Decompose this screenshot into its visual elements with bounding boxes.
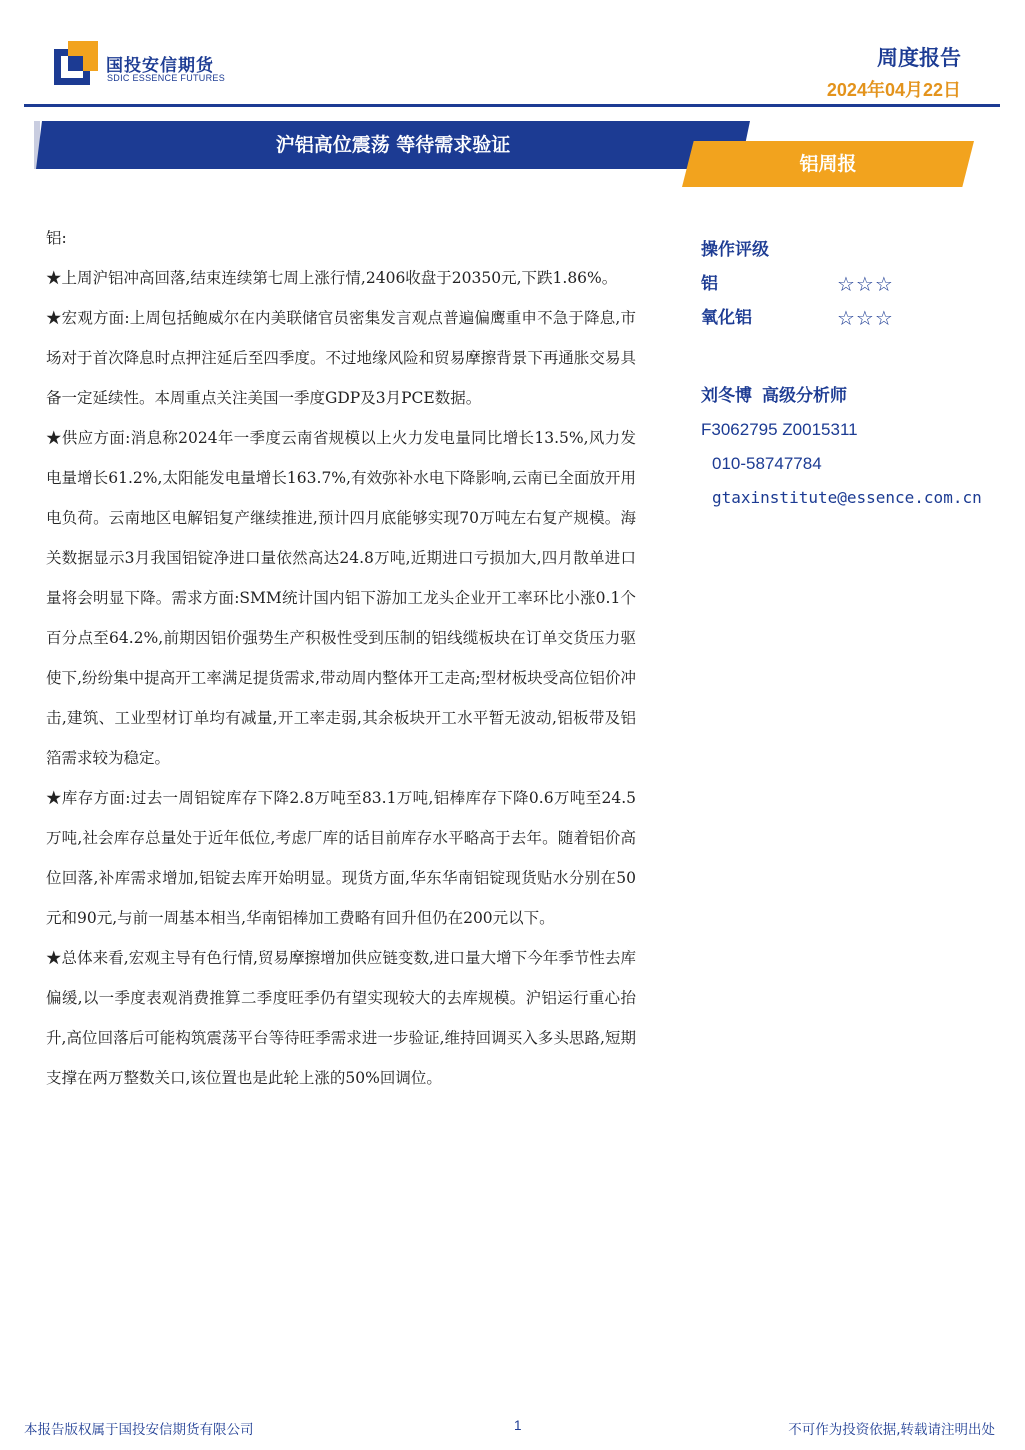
footer-copyright: 本报告版权属于国投安信期货有限公司 <box>24 1422 254 1438</box>
rating-name: 氧化铝 <box>701 308 752 328</box>
analyst <box>701 379 1025 413</box>
category-tag: 铝周报 <box>799 153 857 175</box>
company-logo <box>54 41 254 87</box>
page-number: 1 <box>514 1418 522 1433</box>
analyst-name: 刘冬博 <box>701 386 752 406</box>
rating-row-alumina <box>701 301 1025 335</box>
paragraph-conclusion: ★总体来看,宏观主导有色行情,贸易摩擦增加供应链变数,进口量大增下今年季节性去库偏缓,以一季度表观消费推算二季度旺季仍有望实现较大的去库规模。沪铝运行重心抬升,高位回落后可能构筑震荡平台等待旺季需求进一步验证,维持回调买入多头思路,短期支撑在两万整数关口,该位置也是此轮上涨的50%回调位。 <box>46 949 636 1087</box>
analyst-certificate: F3062795 Z0015311 <box>701 420 858 439</box>
analyst-title: 高级分析师 <box>762 386 847 406</box>
report-type: 周度报告 <box>877 46 961 70</box>
rating-title: 操作评级 <box>701 240 769 260</box>
logo-mark-icon <box>54 41 98 85</box>
rating-row-aluminum <box>701 267 1025 301</box>
section-label: 铝: <box>46 229 67 247</box>
rating-stars-icon: ☆☆☆ <box>837 306 894 330</box>
analyst-email[interactable]: gtaxinstitute@essence.com.cn <box>712 488 982 507</box>
analyst-phone: 010-58747784 <box>712 454 822 473</box>
footer-disclaimer: 不可作为投资依据,转载请注明出处 <box>788 1422 995 1438</box>
report-body <box>46 218 636 1098</box>
logo-text-en: SDIC ESSENCE FUTURES <box>107 73 226 83</box>
paragraph-supply-demand: ★供应方面:消息称2024年一季度云南省规模以上火力发电量同比增长13.5%,风力发电量增长61.2%,太阳能发电量增长163.7%,有效弥补水电下降影响,云南已全面放开用电负荷。云南地区电解铝复产继续推进,预计四月底能够实现70万吨左右复产规模。海关数据显示3月我国铝锭净进口量依然高达24.8万吨,近期进口亏损加大,四月散单进口量将会明显下降。需求方面:SMM统计国内铝下游加工龙头企业开工率环比小涨0.1个百分点至64.2%,前期因铝价强势生产积极性受到压制的铝线缆板块在订单交货压力驱使下,纷纷集中提高开工率满足提货需求,带动周内整体开工走高;型材板块受高位铝价冲击,建筑、工业型材订单均有减量,开工率走弱,其余板块开工水平暂无波动,铝板带及铝箔需求较为稳定。 <box>46 429 636 767</box>
rating-stars-icon: ☆☆☆ <box>837 272 894 296</box>
paragraph-weekly-summary: ★上周沪铝冲高回落,结束连续第七周上涨行情,2406收盘于20350元,下跌1.86%。 <box>46 269 618 287</box>
sidebar <box>701 233 1025 515</box>
report-date: 2024年04月22日 <box>826 80 961 100</box>
header-divider <box>24 104 1000 107</box>
paragraph-macro: ★宏观方面:上周包括鲍威尔在内美联储官员密集发言观点普遍偏鹰重申不急于降息,市场对于首次降息时点押注延后至四季度。不过地缘风险和贸易摩擦背景下再通胀交易具备一定延续性。本周重点关注美国一季度GDP及3月PCE数据。 <box>46 309 636 407</box>
rating-name: 铝 <box>701 274 718 294</box>
page-title: 沪铝高位震荡 等待需求验证 <box>275 134 511 156</box>
logo-text-cn: 国投安信期货 <box>106 56 214 76</box>
paragraph-inventory: ★库存方面:过去一周铝锭库存下降2.8万吨至83.1万吨,铝棒库存下降0.6万吨至24.5万吨,社会库存总量处于近年低位,考虑厂库的话目前库存水平略高于去年。随着铝价高位回落,补库需求增加,铝锭去库开始明显。现货方面,华东华南铝锭现货贴水分别在50元和90元,与前一周基本相当,华南铝棒加工费略有回升但仍在200元以下。 <box>46 789 636 927</box>
